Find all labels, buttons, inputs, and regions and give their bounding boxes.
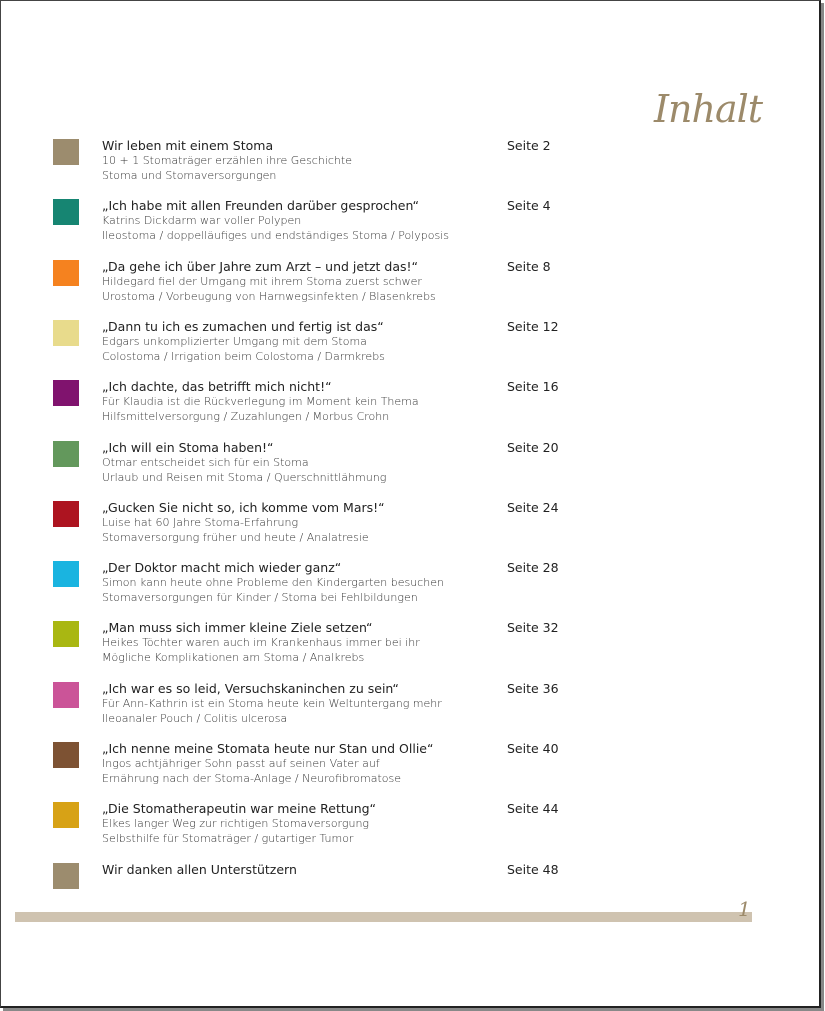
entry-subtitle: Simon kann heute ohne Probleme den Kindergarten besuchen [102,576,444,589]
toc-entry [1,560,701,620]
entry-topics: Ernährung nach der Stoma-Anlage / Neurofibromatose [102,772,401,785]
entry-heading: „Der Doktor macht mich wieder ganz“ [102,560,342,575]
entry-page-ref: Seite 40 [507,741,559,756]
entry-heading: „Gucken Sie nicht so, ich komme vom Mars!“ [102,500,385,515]
entry-subtitle: Edgars unkomplizierter Umgang mit dem Stoma [102,335,367,348]
color-swatch [53,199,79,225]
entry-topics: Mögliche Komplikationen am Stoma / Analkrebs [102,651,365,664]
color-swatch [53,380,79,406]
toc-entry [1,681,701,741]
entry-topics: Selbsthilfe für Stomaträger / gutartiger Tumor [102,832,354,845]
entry-page-ref: Seite 24 [507,500,559,515]
toc-entry [1,500,701,560]
entry-page-ref: Seite 2 [507,138,551,153]
entry-topics: Ileoanaler Pouch / Colitis ulcerosa [102,712,288,725]
toc-entry [1,198,701,258]
entry-heading: „Die Stomatherapeutin war meine Rettung“ [102,801,377,816]
entry-subtitle: 10 + 1 Stomaträger erzählen ihre Geschichte [102,154,352,167]
entry-topics: Hilfsmittelversorgung / Zuzahlungen / Morbus Crohn [102,410,390,423]
entry-topics: Ileostoma / doppelläufiges und endständiges Stoma / Polyposis [102,229,450,242]
entry-subtitle: Katrins Dickdarm war voller Polypen [102,214,302,227]
color-swatch [53,742,79,768]
entry-subtitle: Otmar entscheidet sich für ein Stoma [102,456,309,469]
entry-heading: „Ich nenne meine Stomata heute nur Stan und Ollie“ [102,741,434,756]
color-swatch [53,320,79,346]
toc-entry [1,379,701,439]
entry-heading: Wir leben mit einem Stoma [102,138,274,153]
color-swatch [53,621,79,647]
color-swatch [53,561,79,587]
entry-page-ref: Seite 8 [507,259,551,274]
entry-subtitle: Für Ann-Kathrin ist ein Stoma heute kein Weltuntergang mehr [102,697,442,710]
entry-subtitle: Hildegard fiel der Umgang mit ihrem Stoma zuerst schwer [102,275,422,288]
entry-topics: Stoma und Stomaversorgungen [102,169,277,182]
toc-entry [1,620,701,680]
entry-heading: „Ich dachte, das betrifft mich nicht!“ [102,379,332,394]
toc-entry [1,319,701,379]
entry-subtitle: Elkes langer Weg zur richtigen Stomaversorgung [102,817,370,830]
entry-page-ref: Seite 4 [507,198,551,213]
entry-page-ref: Seite 20 [507,440,559,455]
entry-page-ref: Seite 16 [507,379,559,394]
toc-entry [1,440,701,500]
toc-entry [1,138,701,198]
color-swatch [53,863,79,889]
color-swatch [53,501,79,527]
entry-subtitle: Ingos achtjähriger Sohn passt auf seinen Vater auf [102,757,380,770]
entry-heading: „Man muss sich immer kleine Ziele setzen“ [102,620,373,635]
entry-heading: „Dann tu ich es zumachen und fertig ist das“ [102,319,384,334]
entry-subtitle: Heikes Töchter waren auch im Krankenhaus immer bei ihr [102,636,420,649]
entry-heading: „Da gehe ich über Jahre zum Arzt – und jetzt das!“ [102,259,419,274]
color-swatch [53,260,79,286]
entry-heading: „Ich will ein Stoma haben!“ [102,440,274,455]
entry-page-ref: Seite 32 [507,620,559,635]
entry-topics: Colostoma / Irrigation beim Colostoma / Darmkrebs [102,350,385,363]
color-swatch [53,441,79,467]
page-title: Inhalt [654,87,763,131]
color-swatch [53,802,79,828]
entry-heading: „Ich war es so leid, Versuchskaninchen zu sein“ [102,681,399,696]
entry-page-ref: Seite 28 [507,560,559,575]
footer-bar [15,912,752,922]
entry-topics: Stomaversorgung früher und heute / Analatresie [102,531,369,544]
entry-subtitle: Luise hat 60 Jahre Stoma-Erfahrung [102,516,299,529]
entry-heading: „Ich habe mit allen Freunden darüber gesprochen“ [102,198,419,213]
entry-page-ref: Seite 48 [507,862,559,877]
entry-heading: Wir danken allen Unterstützern [102,862,297,877]
color-swatch [53,682,79,708]
entry-page-ref: Seite 36 [507,681,559,696]
entry-subtitle: Für Klaudia ist die Rückverlegung im Moment kein Thema [102,395,419,408]
entry-topics: Stomaversorgungen für Kinder / Stoma bei Fehlbildungen [102,591,418,604]
page-number: 1 [738,897,751,921]
toc-entry [1,741,701,801]
color-swatch [53,139,79,165]
toc-entry [1,801,701,861]
toc-entry [1,259,701,319]
entry-page-ref: Seite 44 [507,801,559,816]
entry-topics: Urostoma / Vorbeugung von Harnwegsinfekten / Blasenkrebs [102,290,436,303]
entry-topics: Urlaub und Reisen mit Stoma / Querschnittlähmung [102,471,387,484]
entry-page-ref: Seite 12 [507,319,559,334]
